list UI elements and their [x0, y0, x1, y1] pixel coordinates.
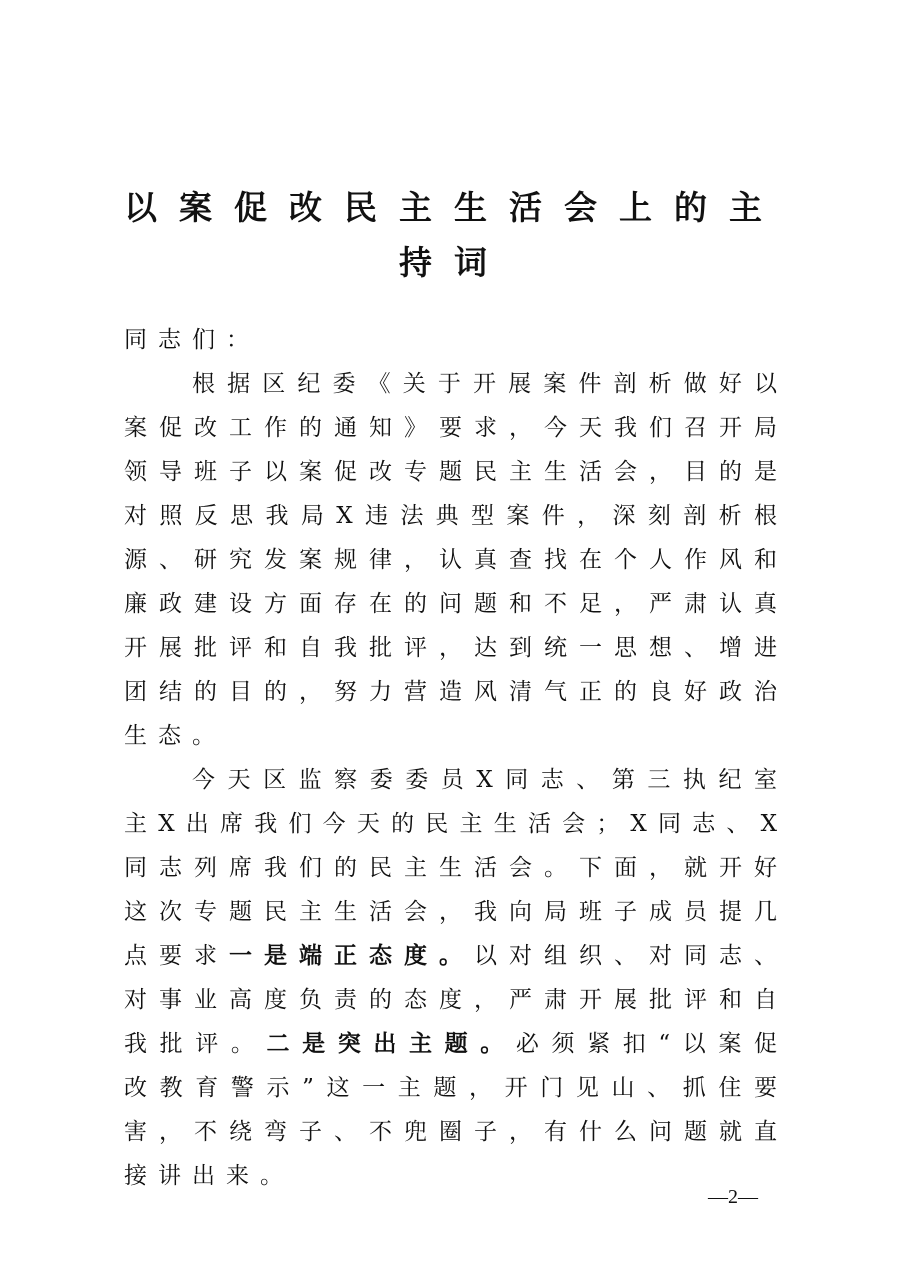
document-body — [124, 318, 788, 1198]
salutation: 同志们： — [124, 327, 260, 353]
document-title: 以案促改民主生活会上的主持词 — [124, 188, 784, 282]
paragraph-2 — [124, 758, 788, 1198]
point-2-heading: 二是突出主题。 — [266, 1031, 516, 1057]
paragraph-2-intro: 今天区监察委委员X同志、第三执纪室主X出席我们今天的民主生活会；X同志、X同志列席我们的民主生活会。下面，就开好这次专题民主生活会，我向局班子成员提几点要求 — [124, 767, 788, 969]
page-number: —2— — [708, 1186, 758, 1208]
point-1-heading: 一是端正态度。 — [229, 943, 474, 969]
point-1-text: 以对组织、对同志、对事业高度负责的态度，严肃开展批评和自我批评。 — [124, 943, 788, 1057]
point-2-text: 必须紧扣“以案促改教育警示”这一主题，开门见山、抓住要害，不绕弯子、不兜圈子，有什么问题就直接讲出来。 — [124, 1031, 789, 1189]
paragraph-1: 根据区纪委《关于开展案件剖析做好以案促改工作的通知》要求，今天我们召开局领导班子以案促改专题民主生活会，目的是对照反思我局X违法典型案件，深刻剖析根源、研究发案规律，认真查找在个人作风和廉政建设方面存在的问题和不足，严肃认真开展批评和自我批评，达到统一思想、增进团结的目的，努力营造风清气正的良好政治生态。 — [124, 371, 788, 749]
